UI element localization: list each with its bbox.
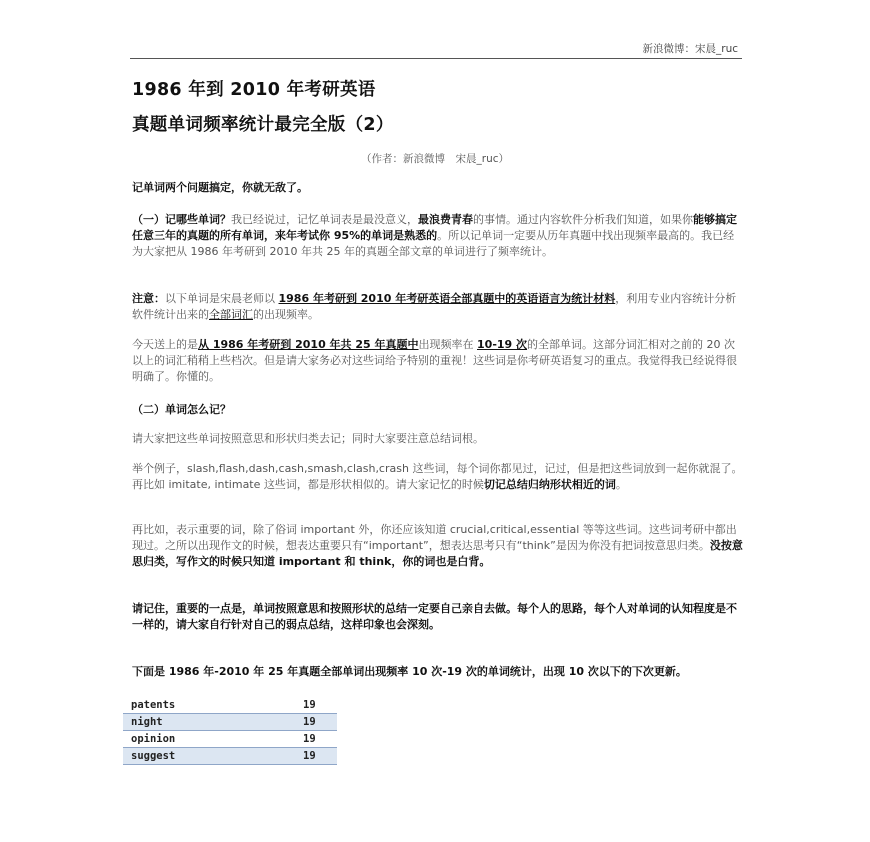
note-text-2: ，利用专业内容统计分析软件统计出来的 — [132, 292, 737, 321]
author-line: （作者：新浪微博 宋晨_ruc） — [361, 153, 509, 165]
section-2-para-3-bold: 没按意思归类，写作文的时候只知道 important 和 think，你的词也是白背。 — [132, 539, 743, 568]
count-cell: 19 — [295, 714, 337, 731]
note-text-1: 以下单词是宋晨老师以 — [165, 292, 279, 305]
word-cell: suggest — [123, 748, 295, 765]
count-cell: 19 — [295, 697, 337, 714]
section-2-para-2 — [132, 461, 744, 493]
header-rule — [130, 58, 742, 59]
today-text-1: 今天送上的是 — [132, 338, 198, 351]
today-underline-1: 从 1986 年考研到 2010 年共 25 年真题中 — [198, 338, 419, 351]
today-text-2: 出现频率在 — [418, 338, 478, 351]
intro-paragraph — [132, 180, 744, 196]
section-1-text-3: 。所以记单词一定要从历年真题中找出现频率最高的。我已经为大家把从 1986 年考研到 2010 年共 25 年的真题全部文章的单词进行了频率统计。 — [132, 229, 735, 258]
list-intro-paragraph — [132, 664, 744, 680]
table-row — [123, 731, 337, 748]
title-line-2: 真题单词频率统计最完全版（2） — [132, 115, 394, 135]
section-1-paragraph — [132, 212, 744, 260]
note-paragraph — [132, 291, 744, 323]
list-intro-text: 下面是 1986 年-2010 年 25 年真题全部单词出现频率 10 次-19 次的单词统计，出现 10 次以下的下次更新。 — [132, 665, 687, 678]
section-2-para-3-text: 再比如，表示重要的词，除了俗词 important 外，你还应该知道 crucial,critical,essential 等等这些词。这些词考研中都出现过。之所以出现作文的时候，想表达重要只有“important”，想表达思考只有“think”是因为你没有把词按意思归类。 — [132, 523, 737, 552]
today-paragraph — [132, 337, 744, 385]
section-2-para-4 — [132, 601, 744, 633]
title-line-1: 1986 年到 2010 年考研英语 — [132, 80, 376, 100]
section-2-para-4-bold: 请记住，重要的一点是，单词按照意思和按照形状的总结一定要自己亲自去做。每个人的思路，每个人对单词的认知程度是不一样的，请大家自行针对自己的弱点总结，这样印象也会深刻。 — [132, 602, 737, 631]
word-cell: opinion — [123, 731, 295, 748]
today-underline-2: 10-19 次 — [477, 338, 528, 351]
section-1-bold-1: 最浪费青春 — [418, 213, 473, 226]
word-cell: patents — [123, 697, 295, 714]
word-cell: night — [123, 714, 295, 731]
note-text-3: 的出现频率。 — [253, 308, 319, 321]
note-label: 注意： — [132, 292, 165, 305]
word-frequency-table — [123, 697, 337, 765]
table-row — [123, 714, 337, 731]
intro-text: 记单词两个问题搞定，你就无敌了。 — [132, 181, 308, 194]
section-2-heading — [132, 402, 744, 418]
section-2-para-2-bold: 切记总结归纳形状相近的词 — [483, 478, 616, 491]
table-row — [123, 697, 337, 714]
section-2-para-2-end: 。 — [615, 478, 627, 491]
section-1-label: （一）记哪些单词？ — [132, 213, 231, 226]
count-cell: 19 — [295, 731, 337, 748]
section-2-para-2-text: 举个例子，slash,flash,dash,cash,smash,clash,crash 这些词，每个词你都见过，记过，但是把这些词放到一起你就混了。再比如 imitate, intimate 这些词，都是形状相似的。请大家记忆的时候 — [132, 462, 743, 491]
table-row — [123, 748, 337, 765]
section-1-bold-2: 能够搞定任意三年的真题的所有单词，来年考试你 95%的单词是熟悉的 — [132, 213, 737, 242]
section-1-text-2: 的事情。通过内容软件分析我们知道，如果你 — [473, 213, 693, 226]
today-text-3: 的全部单词。这部分词汇相对之前的 20 次以上的词汇稍稍上些档次。但是请大家务必对这些词给予特别的重视！这些词是你考研英语复习的重点。我觉得我已经说得很明确了。你懂的。 — [132, 338, 737, 383]
note-underline-2: 全部词汇 — [209, 308, 253, 321]
section-1-text-1: 我已经说过，记忆单词表是最没意义， — [231, 213, 418, 226]
count-cell: 19 — [295, 748, 337, 765]
running-header: 新浪微博：宋晨_ruc — [642, 43, 738, 55]
note-underline-1: 1986 年考研到 2010 年考研英语全部真题中的英语语言为统计材料 — [278, 292, 616, 305]
section-2-para-1: 请大家把这些单词按照意思和形状归类去记；同时大家要注意总结词根。 — [132, 432, 484, 445]
section-2-label: （二）单词怎么记？ — [132, 403, 231, 416]
section-2-para-3 — [132, 522, 744, 570]
